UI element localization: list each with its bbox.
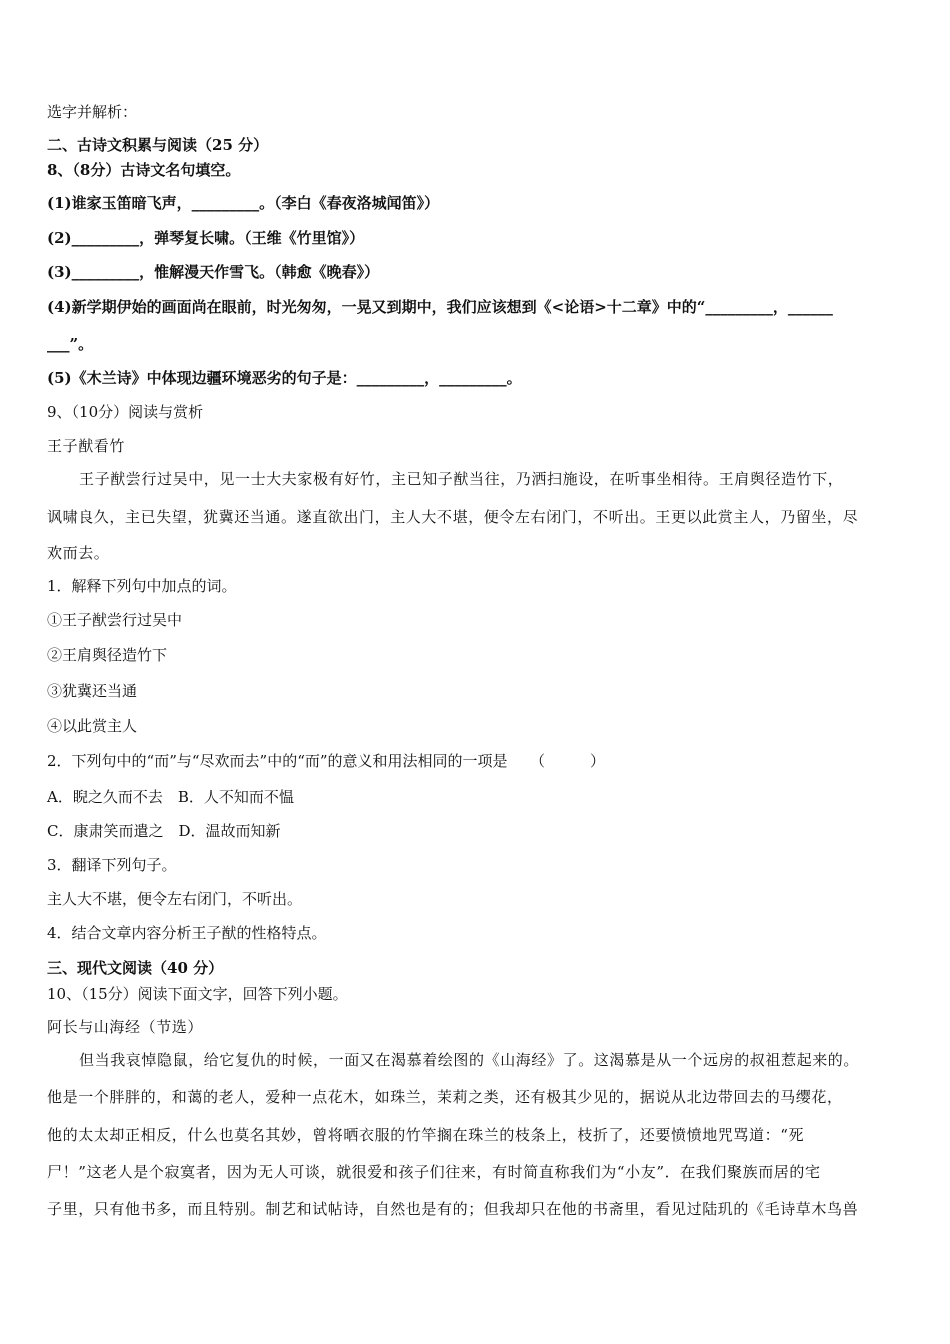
section-heading-2: 二、古诗文积累与阅读（25 分） (47, 136, 269, 154)
q9-sub-2: 2．下列句中的“而”与“尽欢而去”中的“而”的意义和用法相同的一项是 （ ） (47, 752, 606, 770)
question-8-title: 8、（8分）古诗文名句填空。 (47, 161, 241, 179)
passage-title: 阿长与山海经（节选） (47, 1018, 204, 1036)
q8-item-1: (1)谁家玉笛暗飞声，_________。（李白《春夜洛城闻笛》） (47, 194, 440, 212)
passage-line: 尸！”这老人是个寂寞者，因为无人可谈，就很爱和孩子们往来，有时简直称我们为“小友”．在我们聚族而居的宅 (47, 1163, 821, 1181)
passage-line: 王子猷尝行过吴中，见一士大夫家极有好竹，主已知子猷当往，乃洒扫施设，在听事坐相待。王肩舆径造竹下， (79, 470, 844, 488)
passage-line: 讽啸良久，主已失望，犹冀还当通。遂直欲出门，主人大不堪，便令左右闭门，不听出。王更以此赏主人，乃留坐，尽 (47, 508, 859, 526)
q9-sub-1-item: ③犹冀还当通 (47, 682, 138, 700)
q9-sub-1: 1．解释下列句中加点的词。 (47, 577, 237, 595)
section-heading-3: 三、现代文阅读（40 分） (47, 959, 224, 977)
q9-sub-3-sentence: 主人大不堪，便令左右闭门，不听出。 (47, 890, 303, 908)
q8-item-4: (4)新学期伊始的画面尚在眼前，时光匆匆，一晃又到期中，我们应该想到《<论语>十二章》中的“_________，______ (47, 298, 833, 316)
q8-item-2: (2)_________，弹琴复长啸。（王维《竹里馆》） (47, 229, 365, 247)
q9-sub-1-item: ②王肩舆径造竹下 (47, 646, 168, 664)
q8-item-5: (5)《木兰诗》中体现边疆环境恶劣的句子是：_________，_________。 (47, 369, 522, 387)
question-10-title: 10、（15分）阅读下面文字，回答下列小题。 (47, 985, 348, 1003)
q9-sub-2-options: A．睨之久而不去 B．人不知而不愠 (47, 788, 294, 806)
q8-item-3: (3)_________，惟解漫天作雪飞。（韩愈《晚春》） (47, 263, 380, 281)
q9-sub-4: 4．结合文章内容分析王子猷的性格特点。 (47, 924, 327, 942)
passage-title: 王子猷看竹 (47, 437, 126, 455)
q9-sub-1-item: ①王子猷尝行过吴中 (47, 611, 183, 629)
q8-item-4-cont: ___”。 (47, 335, 94, 353)
passage-line: 子里，只有他书多，而且特别。制艺和试帖诗，自然也是有的；但我却只在他的书斋里，看见过陆玑的《毛诗草木鸟兽 (47, 1200, 859, 1218)
passage-line: 欢而去。 (47, 544, 110, 562)
passage-line: 但当我哀悼隐鼠，给它复仇的时候，一面又在渴慕着绘图的《山海经》了。这渴慕是从一个远房的叔祖惹起来的。 (79, 1051, 860, 1069)
q9-sub-3: 3．翻译下列句子。 (47, 856, 177, 874)
question-9-title: 9、（10分）阅读与赏析 (47, 403, 204, 421)
q9-sub-1-item: ④以此赏主人 (47, 717, 138, 735)
passage-line: 他的太太却正相反，什么也莫名其妙，曾将晒衣服的竹竿搁在珠兰的枝条上，枝折了，还要愤愤地咒骂道：“死 (47, 1126, 805, 1144)
passage-line: 他是一个胖胖的，和蔼的老人，爱种一点花木，如珠兰，茉莉之类，还有极其少见的，据说从北边带回去的马缨花， (47, 1088, 843, 1106)
intro-text: 选字并解析： (47, 103, 138, 121)
q9-sub-2-options: C．康肃笑而遣之 D．温故而知新 (47, 822, 281, 840)
